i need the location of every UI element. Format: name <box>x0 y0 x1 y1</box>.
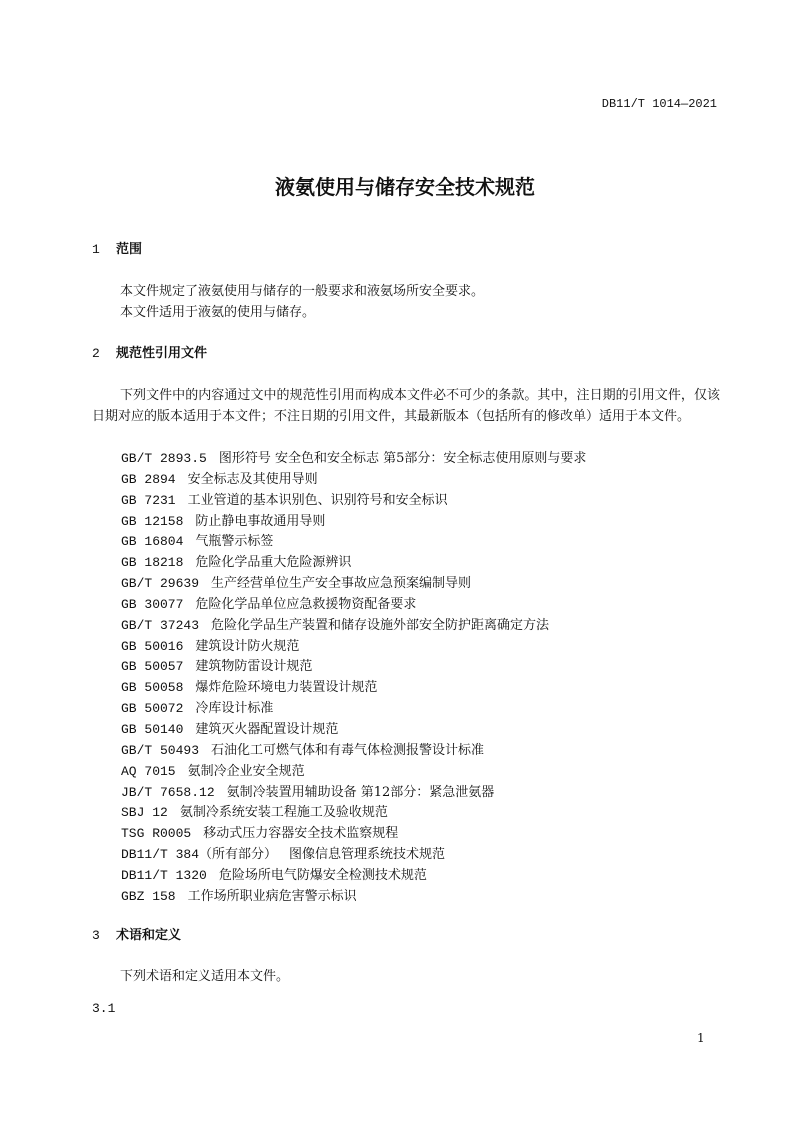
reference-title: 危险化学品单位应急救援物资配备要求 <box>195 596 417 612</box>
reference-title: 图像信息管理系统技术规范 <box>289 847 446 863</box>
reference-code: DB11/T 1320 <box>121 867 207 883</box>
reference-item <box>121 678 586 699</box>
reference-title: 石油化工可燃气体和有毒气体检测报警设计标准 <box>211 742 485 758</box>
reference-title: 危险化学品生产装置和储存设施外部安全防护距离确定方法 <box>211 617 550 633</box>
reference-code: GB/T 37243 <box>121 617 200 633</box>
reference-code: GBZ 158 <box>121 888 176 904</box>
reference-code: GB 2894 <box>121 471 176 487</box>
reference-item <box>121 616 586 637</box>
reference-title: 移动式压力容器安全技术监察规程 <box>203 826 399 842</box>
reference-code: GB/T 2893.5 <box>121 451 207 466</box>
reference-code: GB 50058 <box>121 680 184 696</box>
reference-code: SBJ 12 <box>121 805 168 821</box>
reference-title: 建筑设计防火规范 <box>195 638 300 654</box>
reference-code: TSG R0005 <box>121 826 192 842</box>
reference-code: GB/T 50493 <box>121 742 200 758</box>
reference-code: GB 18218 <box>121 555 184 571</box>
reference-item <box>121 783 586 804</box>
reference-title: 安全标志及其使用导则 <box>187 471 318 487</box>
reference-item <box>121 532 586 553</box>
reference-code: GB 50016 <box>121 638 184 654</box>
reference-title: 生产经营单位生产安全事故应急预案编制导则 <box>211 576 472 592</box>
reference-item <box>121 866 586 887</box>
section-1-heading <box>92 243 142 256</box>
reference-title: 工业管道的基本识别色、识别符号和安全标识 <box>187 492 448 508</box>
reference-code: JB/T 7658.12 <box>121 784 215 800</box>
reference-code: AQ 7015 <box>121 763 176 779</box>
document-title: 液氨使用与储存安全技术规范 <box>275 175 535 199</box>
reference-title: 爆炸危险环境电力装置设计规范 <box>195 680 378 696</box>
reference-item <box>121 512 586 533</box>
reference-item <box>121 470 586 491</box>
scope-paragraph-1: 本文件规定了液氨使用与储存的一般要求和液氨场所安全要求。 <box>120 284 485 299</box>
reference-item <box>121 824 586 845</box>
reference-item <box>121 449 586 470</box>
reference-item <box>121 574 586 595</box>
reference-item <box>121 762 586 783</box>
references-intro-paragraph: 下列文件中的内容通过文中的规范性引用而构成本文件必不可少的条款。其中，注日期的引用文件，仅该日期对应的版本适用于本文件；不注日期的引用文件，其最新版本（包括所有的修改单）适用于本文件。 <box>92 388 720 424</box>
reference-title: 冷库设计标准 <box>195 701 274 717</box>
reference-title: 建筑物防雷设计规范 <box>195 659 313 675</box>
reference-item <box>121 595 586 616</box>
reference-code: GB 50140 <box>121 721 184 737</box>
reference-item <box>121 637 586 658</box>
reference-title: 氨制冷企业安全规范 <box>187 763 305 779</box>
reference-title: 危险场所电气防爆安全检测技术规范 <box>218 867 427 883</box>
reference-code: GB 7231 <box>121 492 176 508</box>
reference-item <box>121 699 586 720</box>
reference-title: 图形符号 安全色和安全标志 第5部分：安全标志使用原则与要求 <box>218 451 587 466</box>
clause-number: 3.1 <box>92 1001 116 1016</box>
reference-item <box>121 887 586 908</box>
document-code: DB11/T 1014—2021 <box>601 97 717 111</box>
page-number: 1 <box>697 1031 705 1045</box>
terms-paragraph: 下列术语和定义适用本文件。 <box>120 969 290 984</box>
scope-paragraph-2: 本文件适用于液氨的使用与储存。 <box>120 305 316 320</box>
reference-code: GB 12158 <box>121 513 184 529</box>
section-number: 2 <box>92 346 100 361</box>
reference-title: 工作场所职业病危害警示标识 <box>187 888 357 904</box>
reference-item <box>121 491 586 512</box>
reference-title: 建筑灭火器配置设计规范 <box>195 721 339 737</box>
section-title: 规范性引用文件 <box>116 346 208 361</box>
reference-title: 气瓶警示标签 <box>195 534 274 550</box>
reference-title: 防止静电事故通用导则 <box>195 513 326 529</box>
reference-item <box>121 845 586 866</box>
section-number: 3 <box>92 928 100 943</box>
reference-item <box>121 741 586 762</box>
section-number: 1 <box>92 242 100 257</box>
section-2-heading <box>92 347 207 360</box>
section-3-heading <box>92 929 181 942</box>
reference-code: GB 50072 <box>121 701 184 717</box>
reference-item <box>121 553 586 574</box>
section-title: 术语和定义 <box>116 928 182 943</box>
reference-code: GB 30077 <box>121 596 184 612</box>
reference-item <box>121 720 586 741</box>
reference-title: 氨制冷装置用辅助设备 第12部分：紧急泄氨器 <box>226 784 495 800</box>
reference-code: GB 50057 <box>121 659 184 675</box>
reference-list <box>121 449 586 908</box>
reference-code: DB11/T 384（所有部分） <box>121 847 278 863</box>
reference-code: GB 16804 <box>121 534 184 550</box>
reference-title: 危险化学品重大危险源辨识 <box>195 555 352 571</box>
reference-code: GB/T 29639 <box>121 576 200 592</box>
reference-item <box>121 657 586 678</box>
reference-item <box>121 803 586 824</box>
reference-title: 氨制冷系统安装工程施工及验收规范 <box>179 805 388 821</box>
section-title: 范围 <box>116 242 143 257</box>
